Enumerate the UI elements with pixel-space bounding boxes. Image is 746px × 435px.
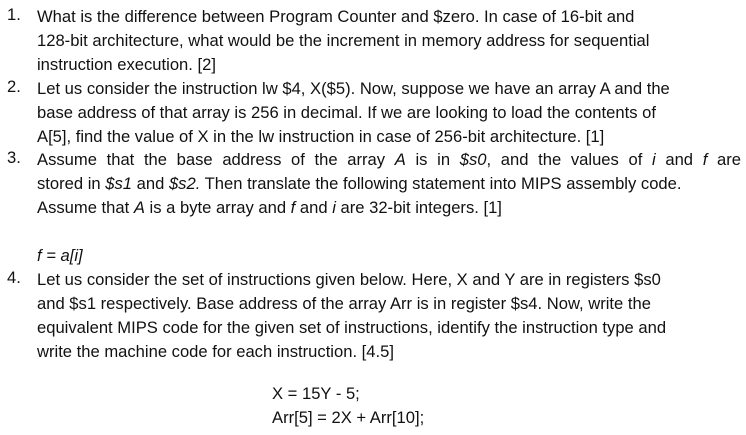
question-3-line-2 xyxy=(37,172,682,196)
equation-2 xyxy=(272,406,424,430)
question-number: 3. xyxy=(7,148,21,167)
question-number: 1. xyxy=(7,5,21,24)
text: X = 15Y - 5; xyxy=(272,384,360,403)
text: Arr[5] = 2X + Arr[10]; xyxy=(272,408,425,427)
equation-1 xyxy=(272,382,360,406)
text: stored in $s1 and $s2. Then translate the following statement into MIPS assembly code. xyxy=(37,174,682,193)
question-3-statement xyxy=(37,244,83,268)
question-4-line-3 xyxy=(37,316,666,340)
question-3-line-1 xyxy=(37,148,741,172)
text: Assume that A is a byte array and f and i are 32-bit integers. [1] xyxy=(37,198,502,217)
text: base address of that array is 256 in decimal. If we are looking to load the contents of xyxy=(37,103,656,122)
text: f = a[i] xyxy=(37,246,83,265)
question-4-line-1 xyxy=(37,268,661,292)
text: write the machine code for each instruction. [4.5] xyxy=(37,342,394,361)
question-number: 2. xyxy=(7,77,21,96)
question-1-line-3 xyxy=(37,53,216,77)
question-number: 4. xyxy=(7,268,21,287)
text: Let us consider the set of instructions given below. Here, X and Y are in registers $s0 xyxy=(37,270,661,289)
question-4-line-4 xyxy=(37,340,394,364)
question-2-line-2 xyxy=(37,101,656,125)
question-3-line-3 xyxy=(37,196,502,220)
text: Let us consider the instruction lw $4, X($5). Now, suppose we have an array A and the xyxy=(37,79,670,98)
text: 128-bit architecture, what would be the increment in memory address for sequential xyxy=(37,31,650,50)
text: equivalent MIPS code for the given set of instructions, identify the instruction type and xyxy=(37,318,667,337)
question-2-line-3 xyxy=(37,125,604,149)
question-1-line-2 xyxy=(37,29,649,53)
text: instruction execution. [2] xyxy=(37,55,216,74)
text: What is the difference between Program Counter and $zero. In case of 16-bit and xyxy=(37,7,635,26)
question-4-line-2 xyxy=(37,292,651,316)
question-1-line-1 xyxy=(37,5,634,29)
text: A[5], find the value of X in the lw instruction in case of 256-bit architecture. [1] xyxy=(37,127,605,146)
question-2-line-1 xyxy=(37,77,670,101)
text: and $s1 respectively. Base address of the array Arr is in register $s4. Now, write the xyxy=(37,294,651,313)
text: Assume that the base address of the array A is in $s0, and the values of i and f are xyxy=(37,150,741,169)
